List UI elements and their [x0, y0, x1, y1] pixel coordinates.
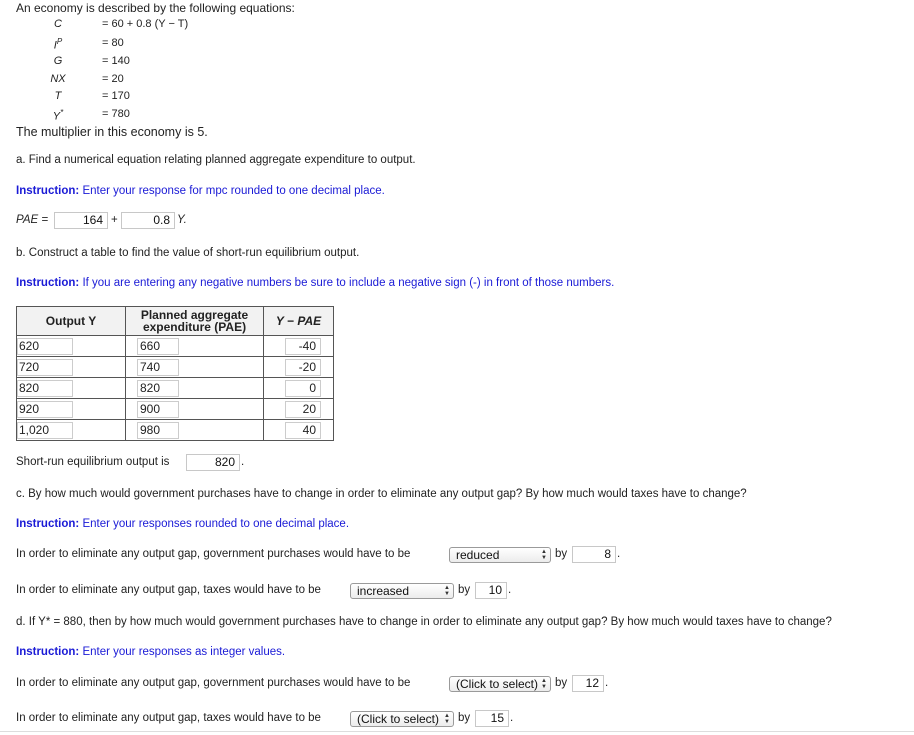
- part-c-gov-amount-input[interactable]: 8: [572, 546, 616, 563]
- part-c-gov-by: by: [555, 548, 568, 560]
- y-minus-pae-input[interactable]: 0: [285, 380, 321, 397]
- period: .: [617, 548, 621, 560]
- output-y-input[interactable]: 820: [17, 380, 73, 397]
- part-c-tax-direction-select[interactable]: increased ▲︎ ▼︎: [350, 583, 454, 599]
- y-minus-pae-input[interactable]: 20: [285, 401, 321, 418]
- pae-label: PAE =: [16, 214, 49, 226]
- part-d-gov-by: by: [555, 677, 568, 689]
- part-b-question: b. Construct a table to find the value of short-run equilibrium output.: [16, 247, 360, 259]
- header-y-minus-pae: Y − PAE: [264, 307, 334, 336]
- pae-input[interactable]: 740: [137, 359, 179, 376]
- table-row: [17, 357, 334, 378]
- equilibrium-output-input[interactable]: 820: [186, 454, 240, 471]
- part-d-tax-amount-input[interactable]: 15: [475, 710, 509, 727]
- table-row: [17, 378, 334, 399]
- part-c-gov-label: In order to eliminate any output gap, government purchases would have to be: [16, 548, 411, 560]
- part-c-question: c. By how much would government purchases have to change in order to eliminate any output gap? By how much would taxes have to change?: [16, 488, 747, 500]
- eq-var-ystar: Y*: [52, 108, 64, 123]
- part-d-tax-label: In order to eliminate any output gap, taxes would have to be: [16, 712, 321, 724]
- pae-input[interactable]: 820: [137, 380, 179, 397]
- intro-text: An economy is described by the following equations:: [16, 1, 295, 15]
- table-header-row: [17, 307, 334, 336]
- eq-value-c: = 60 + 0.8 (Y − T): [102, 18, 189, 30]
- eq-var-t: T: [54, 90, 62, 102]
- output-y-input[interactable]: 620: [17, 338, 73, 355]
- eq-var-ip: $I^P$: [53, 37, 63, 52]
- part-c-instruction: Instruction: Enter your responses rounded to one decimal place.: [16, 518, 350, 530]
- y-minus-pae-input[interactable]: -40: [285, 338, 321, 355]
- table-row: [17, 420, 334, 441]
- eq-value-ip: = 80: [102, 37, 124, 49]
- period: .: [508, 584, 512, 596]
- output-y-input[interactable]: 920: [17, 401, 73, 418]
- updown-arrow-icon: ▲︎ ▼︎: [444, 585, 450, 597]
- part-d-instruction: Instruction: Enter your responses as integer values.: [16, 646, 286, 658]
- y-minus-pae-input[interactable]: -20: [285, 359, 321, 376]
- period: .: [605, 677, 609, 689]
- part-a-instruction: Instruction: Enter your response for mpc rounded to one decimal place.: [16, 185, 385, 197]
- pae-input[interactable]: 660: [137, 338, 179, 355]
- y-suffix: Y.: [177, 214, 187, 226]
- updown-arrow-icon: ▲︎ ▼︎: [541, 678, 547, 690]
- header-pae: Planned aggregate expenditure (PAE): [126, 307, 264, 336]
- output-y-input[interactable]: 720: [17, 359, 73, 376]
- y-minus-pae-input[interactable]: 40: [285, 422, 321, 439]
- eq-value-g: = 140: [102, 55, 130, 67]
- pae-input[interactable]: 900: [137, 401, 179, 418]
- part-c-tax-amount-input[interactable]: 10: [475, 582, 507, 599]
- part-b-instruction: Instruction: If you are entering any negative numbers be sure to include a negative sign (-) in front of those numbers.: [16, 277, 615, 289]
- eq-value-nx: = 20: [102, 73, 124, 85]
- part-d-question: d. If Y* = 880, then by how much would government purchases have to change in order to eliminate any output gap? By how much would taxes have to change?: [16, 616, 832, 628]
- period: .: [510, 712, 514, 724]
- part-d-gov-amount-input[interactable]: 12: [572, 675, 604, 692]
- eq-var-c: C: [54, 18, 62, 30]
- updown-arrow-icon: ▲︎ ▼︎: [444, 713, 450, 725]
- table-row: [17, 399, 334, 420]
- eq-var-g: G: [53, 55, 63, 67]
- part-c-tax-by: by: [458, 584, 471, 596]
- updown-arrow-icon: ▲︎ ▼︎: [541, 549, 547, 561]
- equilibrium-period: .: [241, 456, 245, 468]
- mpc-input[interactable]: 0.8: [121, 212, 175, 229]
- part-c-gov-direction-select[interactable]: reduced ▲︎ ▼︎: [449, 547, 551, 563]
- eq-var-nx: NX: [50, 73, 66, 85]
- eq-value-ystar: = 780: [102, 108, 130, 120]
- eq-value-t: = 170: [102, 90, 130, 102]
- header-output-y: Output Y: [17, 307, 126, 336]
- multiplier-text: The multiplier in this economy is 5.: [16, 125, 208, 139]
- plus-sign: +: [111, 214, 118, 226]
- part-d-gov-direction-select[interactable]: (Click to select) ▲︎ ▼︎: [449, 676, 551, 692]
- pae-input[interactable]: 980: [137, 422, 179, 439]
- autonomous-expenditure-input[interactable]: 164: [54, 212, 108, 229]
- output-y-input[interactable]: 1,020: [17, 422, 73, 439]
- part-d-gov-label: In order to eliminate any output gap, government purchases would have to be: [16, 677, 411, 689]
- part-c-tax-label: In order to eliminate any output gap, taxes would have to be: [16, 584, 321, 596]
- equilibrium-table: [16, 306, 334, 441]
- equilibrium-label: Short-run equilibrium output is: [16, 456, 170, 468]
- part-a-question: a. Find a numerical equation relating planned aggregate expenditure to output.: [16, 154, 416, 166]
- table-row: [17, 336, 334, 357]
- bottom-divider: [0, 731, 914, 732]
- part-d-tax-by: by: [458, 712, 471, 724]
- part-d-tax-direction-select[interactable]: (Click to select) ▲︎ ▼︎: [350, 711, 454, 727]
